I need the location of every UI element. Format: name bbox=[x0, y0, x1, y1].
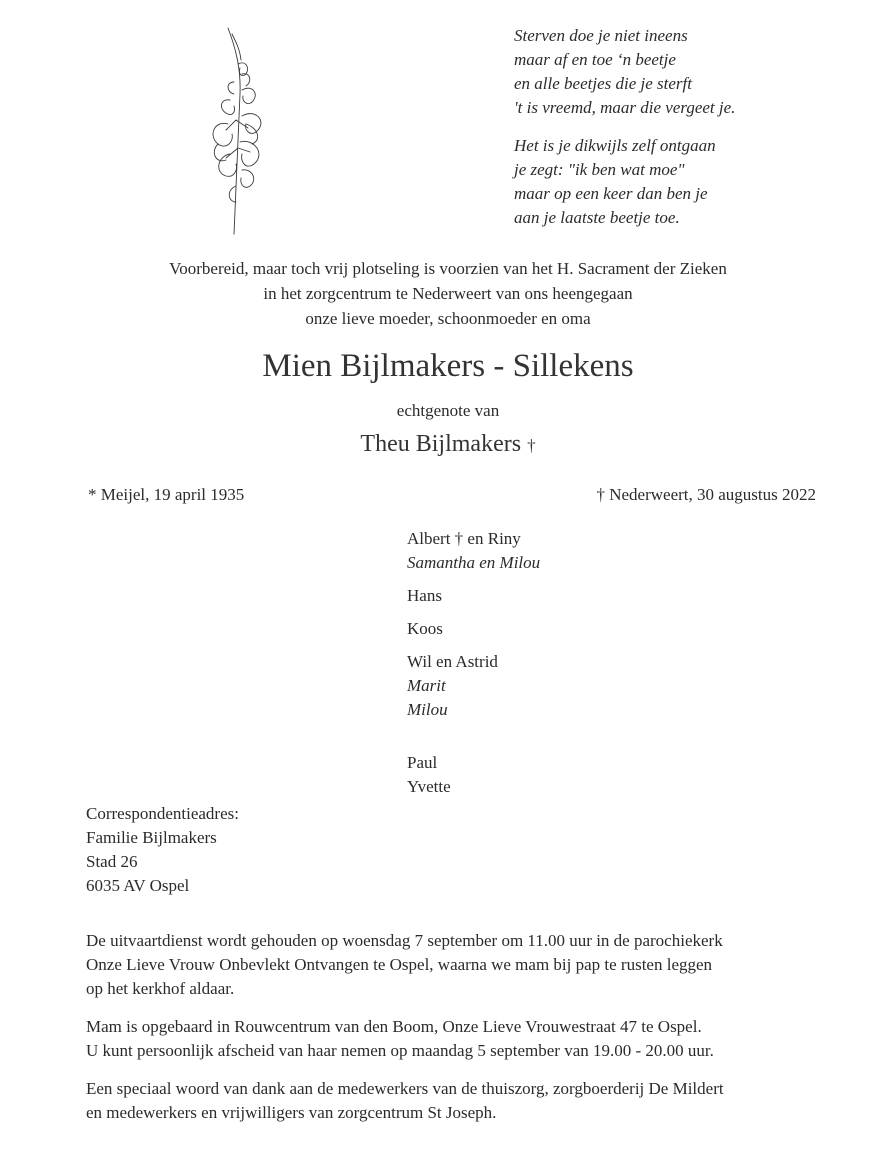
family-group bbox=[407, 584, 540, 608]
poem bbox=[514, 24, 735, 244]
family-list bbox=[407, 527, 540, 808]
notes-line: op het kerkhof aldaar. bbox=[86, 979, 235, 998]
address-line: 6035 AV Ospel bbox=[86, 876, 190, 895]
poem-stanza bbox=[514, 24, 735, 120]
notes-line: en medewerkers en vrijwilligers van zorgcentrum St Joseph. bbox=[86, 1103, 497, 1122]
address-label: Correspondentieadres: bbox=[86, 804, 239, 823]
death-info: † Nederweert, 30 augustus 2022 bbox=[596, 485, 816, 504]
notes-paragraph bbox=[86, 1015, 806, 1063]
gladiolus-flower-icon bbox=[196, 24, 296, 244]
poem-line: Het is je dikwijls zelf ontgaan bbox=[514, 136, 716, 155]
poem-line: 't is vreemd, maar die vergeet je. bbox=[514, 98, 736, 117]
spouse-name: Theu Bijlmakers bbox=[360, 431, 522, 457]
notes-paragraph bbox=[86, 1077, 806, 1125]
poem-line: en alle beetjes die je sterft bbox=[514, 74, 692, 93]
announcement-intro bbox=[0, 256, 896, 331]
notes-line: De uitvaartdienst wordt gehouden op woensdag 7 september om 11.00 uur in de parochiekerk bbox=[86, 931, 723, 950]
notes-line: Onze Lieve Vrouw Onbevlekt Ontvangen te Ospel, waarna we mam bij pap te rusten leggen bbox=[86, 955, 713, 974]
poem-stanza bbox=[514, 134, 735, 230]
spouse-dagger: † bbox=[527, 436, 536, 455]
family-group bbox=[407, 751, 540, 799]
grandchild-name: Milou bbox=[407, 700, 448, 719]
grandchild-name: Samantha en Milou bbox=[407, 553, 541, 572]
family-group bbox=[407, 617, 540, 641]
notes-line: Een speciaal woord van dank aan de medewerkers van de thuiszorg, zorgboerderij De Mildert bbox=[86, 1079, 724, 1098]
funeral-notes bbox=[86, 929, 806, 1139]
poem-line: maar af en toe ‘n beetje bbox=[514, 50, 676, 69]
poem-line: Sterven doe je niet ineens bbox=[514, 26, 688, 45]
family-member-name: Hans bbox=[407, 586, 442, 605]
birth-info: * Meijel, 19 april 1935 bbox=[88, 485, 245, 504]
family-spacer bbox=[407, 731, 540, 751]
poem-line: je zegt: "ik ben wat moe" bbox=[514, 160, 685, 179]
grandchild-name: Marit bbox=[407, 676, 446, 695]
family-member-name: Yvette bbox=[407, 777, 451, 796]
notes-line: Mam is opgebaard in Rouwcentrum van den Boom, Onze Lieve Vrouwestraat 47 te Ospel. bbox=[86, 1017, 702, 1036]
poem-line: maar op een keer dan ben je bbox=[514, 184, 708, 203]
family-member-name: Albert † en Riny bbox=[407, 529, 521, 548]
intro-line: in het zorgcentrum te Nederweert van ons heengegaan bbox=[263, 284, 633, 303]
spouse-block bbox=[0, 431, 896, 458]
intro-line: onze lieve moeder, schoonmoeder en oma bbox=[305, 309, 591, 328]
address-line: Stad 26 bbox=[86, 852, 138, 871]
family-member-name: Paul bbox=[407, 753, 438, 772]
intro-line: Voorbereid, maar toch vrij plotseling is voorzien van het H. Sacrament der Zieken bbox=[169, 259, 727, 278]
family-group bbox=[407, 650, 540, 722]
notes-line: U kunt persoonlijk afscheid van haar nemen op maandag 5 september van 19.00 - 20.00 uur. bbox=[86, 1041, 714, 1060]
poem-line: aan je laatste beetje toe. bbox=[514, 208, 680, 227]
deceased-name: Mien Bijlmakers - Sillekens bbox=[262, 348, 634, 384]
correspondence-address bbox=[86, 802, 239, 898]
family-member-name: Wil en Astrid bbox=[407, 652, 498, 671]
address-line: Familie Bijlmakers bbox=[86, 828, 217, 847]
family-group bbox=[407, 527, 540, 575]
family-member-name: Koos bbox=[407, 619, 443, 638]
spouse-label: echtgenote van bbox=[396, 401, 500, 420]
notes-paragraph bbox=[86, 929, 806, 1001]
